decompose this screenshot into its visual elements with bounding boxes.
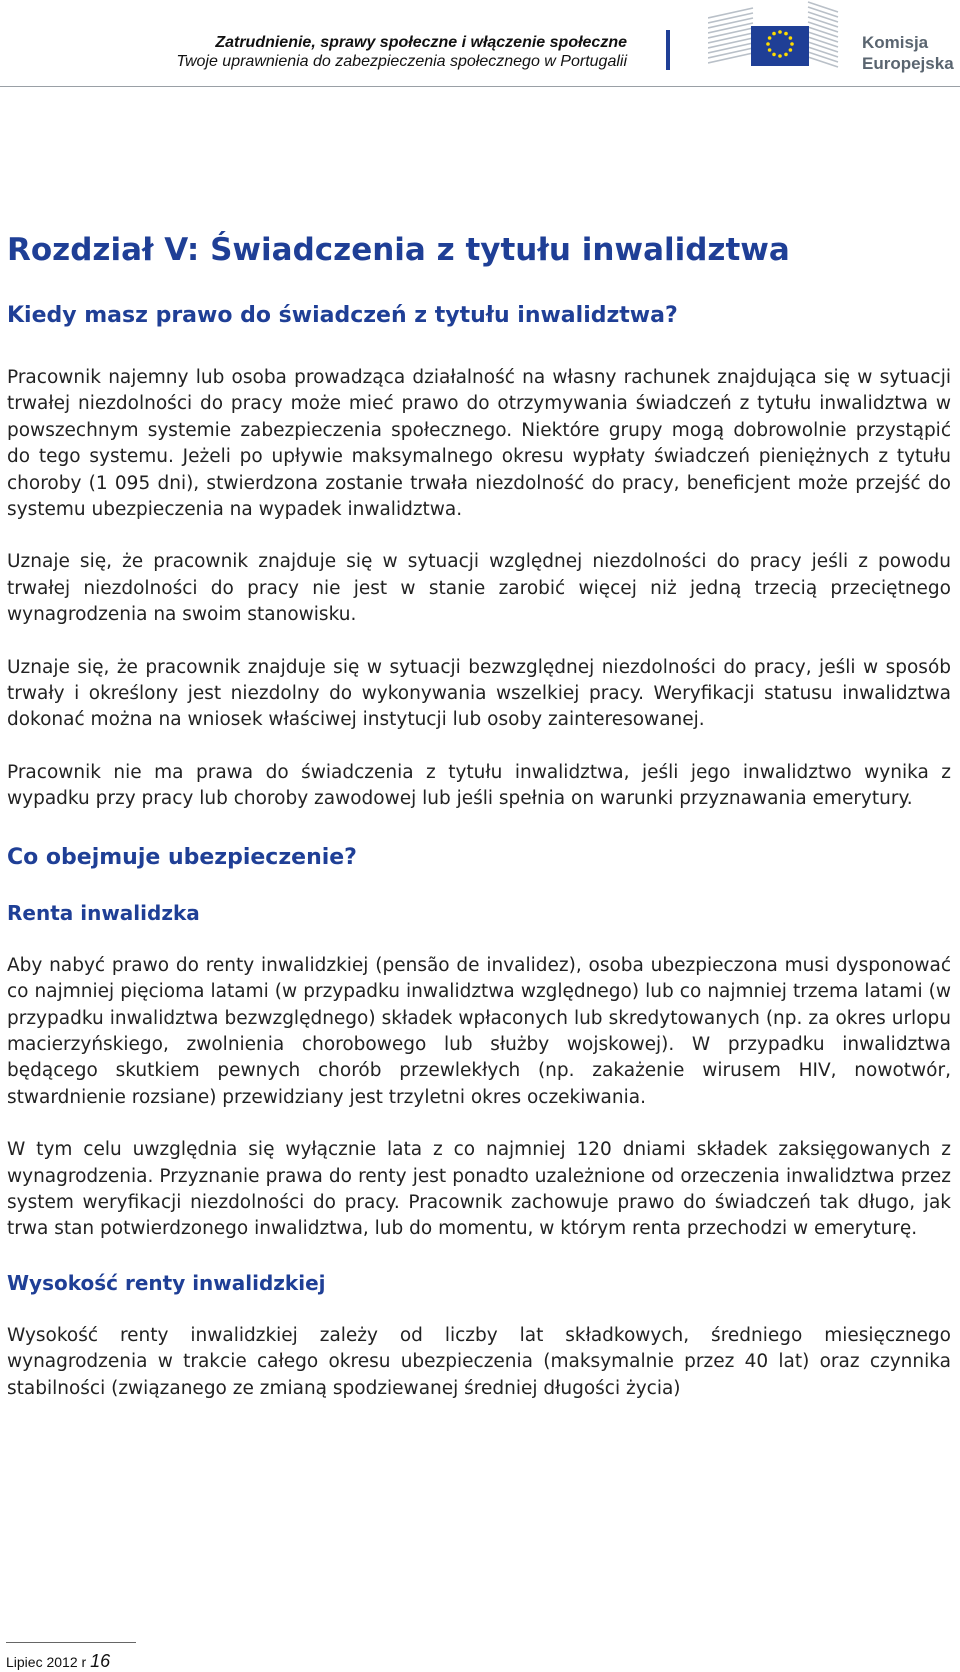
header-text: [176, 33, 627, 71]
amount-heading: Wysokość renty inwalidzkiej: [7, 1270, 326, 1295]
paragraph-pension-conditions: Aby nabyć prawo do renty inwalidzkiej (pensão de invalidez), osoba ubezpieczona musi dysponować co najmniej pięcioma latami (w przypadku inwalidztwa względnego) lub co najmniej trzema latami (w przypadku inwalidztwa bezwzględnego) składek wpłaconych lub skredytowanych (np. za okres urlopu macierzyńskiego, zwolnienia chorobowego lub służby wojskowej). W przypadku inwalidztwa będącego skutkiem pewnych chorób przewlekłych (np. zakażenie wirusem HIV, nowotwór, stwardnienie rozsiane) przewidziany jest trzyletni okres oczekiwania.: [7, 954, 951, 1108]
header-title: Zatrudnienie, sprawy społeczne i włączenie społeczne: [215, 34, 627, 51]
paragraph-absolute-incapacity: Uznaje się, że pracownik znajduje się w sytuacji bezwzględnej niezdolności do pracy, jeśli w sposób trwały i określony jest niezdolny do wykonywania wszelkiej pracy. Weryfikacji statusu inwalidztwa dokonać można na wniosek właściwej instytucji lub osoby zainteresowanej.: [7, 656, 951, 731]
logo-wordmark: [862, 32, 954, 74]
logo-line2: Europejska: [862, 54, 954, 73]
pension-heading: Renta inwalidzka: [7, 900, 200, 925]
footer-date: Lipiec 2012 r: [6, 1654, 87, 1670]
chapter-title: Rozdział V: Świadczenia z tytułu inwalidztwa: [7, 232, 790, 268]
header-rule: [0, 86, 960, 87]
paragraph-pension-details: W tym celu uwzględnia się wyłącznie lata z co najmniej 120 dniami składek zaksięgowanych z wynagrodzenia. Przyznanie prawa do renty jest ponadto uzależnione od orzeczenia inwalidztwa przez system weryfikacji niezdolności do pracy. Pracownik zachowuje prawo do świadczeń tak długo, jak trwa stan potwierdzonego inwalidztwa, lub do momentu, w którym renta przechodzi w emeryturę.: [7, 1139, 951, 1240]
paragraph-pension-amount: Wysokość renty inwalidzkiej zależy od liczby lat składkowych, średniego miesięcznego wynagrodzenia w trakcie całego okresu ubezpieczenia (maksymalnie przez 40 lat) oraz czynnika stabilności (związanego ze zmianą spodziewanej średniej długości życia): [7, 1324, 951, 1399]
paragraph-eligibility: Pracownik najemny lub osoba prowadząca działalność na własny rachunek znajdująca się w sytuacji trwałej niezdolności do pracy może mieć prawo do otrzymywania świadczeń z tytułu inwalidztwa w powszechnym systemie zabezpieczenia społecznego. Niektóre grupy mogą dobrowolnie przystąpić do tego systemu. Jeżeli po upływie maksymalnego okresu wypłaty świadczeń pieniężnych z tytułu choroby (1 095 dni), stwierdzona zostanie trwała niezdolność do pracy, beneficjent może przejść do systemu ubezpieczenia na wypadek inwalidztwa.: [7, 367, 951, 521]
header-subtitle: Twoje uprawnienia do zabezpieczenia społecznego w Portugalii: [176, 53, 627, 70]
page-footer: [6, 1651, 110, 1672]
logo-line1: Komisja: [862, 33, 929, 52]
header-divider: [666, 30, 670, 70]
question-heading: Kiedy masz prawo do świadczeń z tytułu inwalidztwa?: [7, 303, 678, 328]
coverage-heading: Co obejmuje ubezpieczenie?: [7, 844, 357, 870]
page-number: 16: [90, 1651, 111, 1671]
footer-rule: [6, 1642, 136, 1643]
page-content: [7, 225, 951, 1402]
page-header: [0, 0, 960, 88]
paragraph-exclusions: Pracownik nie ma prawa do świadczenia z tytułu inwalidztwa, jeśli jego inwalidztwo wynika z wypadku przy pracy lub choroby zawodowej lub jeśli spełnia on warunki przyznawania emerytury.: [7, 761, 951, 810]
paragraph-relative-incapacity: Uznaje się, że pracownik znajduje się w sytuacji względnej niezdolności do pracy jeśli z powodu trwałej niezdolności do pracy nie jest w stanie zarobić więcej niż jedną trzecią przeciętnego wynagrodzenia na swoim stanowisku.: [7, 551, 951, 626]
